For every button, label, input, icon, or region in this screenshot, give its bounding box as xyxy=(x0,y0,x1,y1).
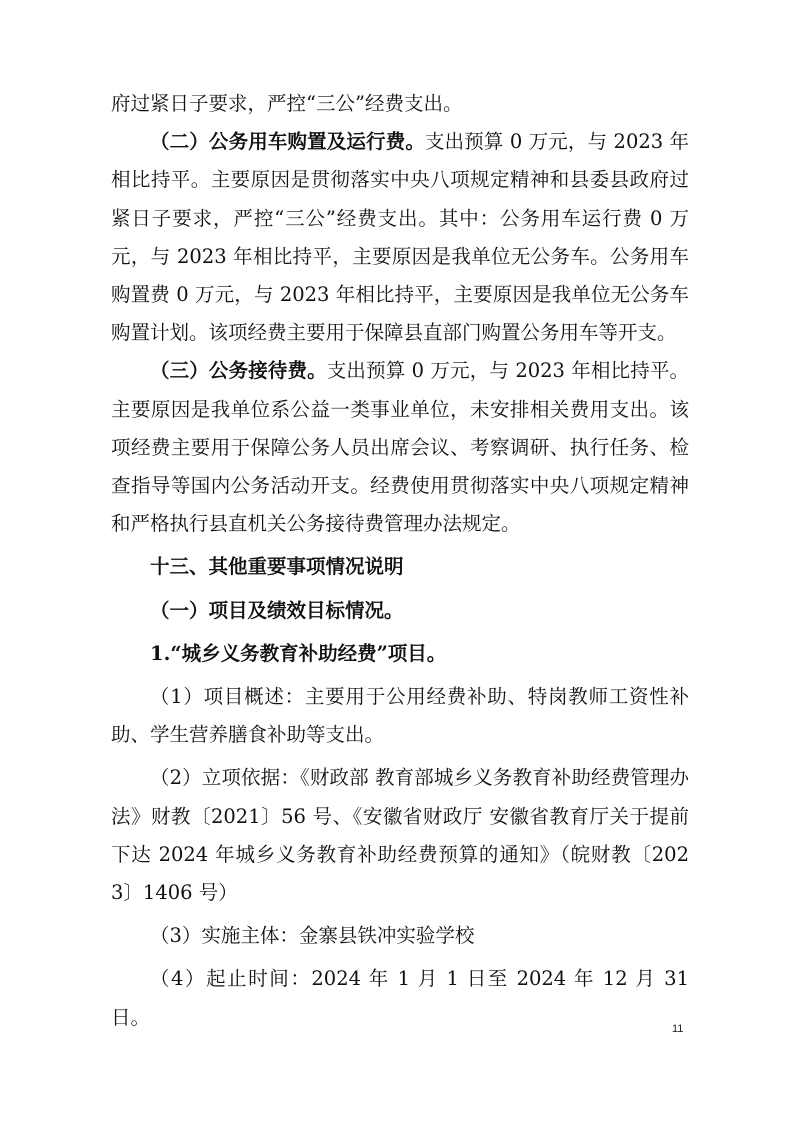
paragraph-text: 支出预算 0 万元，与 2023 年相比持平。主要原因是我单位系公益一类事业单位，未安排相关费用支出。该项经费主要用于保障公务人员出席会议、考察调研、执行任务、检查指导等国内公务活动开支。经费使用贯彻落实中央八项规定精神和严格执行县直机关公务接待费管理办法规定。 xyxy=(111,359,689,536)
section-heading-13: 十三、其他重要事项情况说明 xyxy=(150,555,404,579)
project-implementer: （3）实施主体：金寨县铁冲实验学校 xyxy=(150,924,475,948)
paragraph-continuation: 府过紧日子要求，严控“三公”经费支出。 xyxy=(111,92,463,115)
paragraph-text: 支出预算 0 万元，与 2023 年相比持平。主要原因是贯彻落实中央八项规定精神和县委县政府过紧日子要求，严控“三公”经费支出。其中：公务用车运行费 0 万元，与 2023 年相比持平，主要原因是我单位无公务车。公务用车购置费 0 万元，与 2023 年相比持平，主要原因是我单位无公务车购置计划。该项经费主要用于保障县直部门购置公务用车等开支。 xyxy=(111,130,689,345)
document-body xyxy=(111,85,689,1037)
project-basis: （2）立项依据：《财政部 教育部城乡义务教育补助经费管理办法》财教〔2021〕56 号、《安徽省财政厅 安徽省教育厅关于提前下达 2024 年城乡义务教育补助经费预算的通知》（皖财教〔2023〕1406 号） xyxy=(111,766,689,905)
paragraph-heading: （二）公务用车购置及运行费。 xyxy=(150,130,425,154)
paragraph-heading: （三）公务接待费。 xyxy=(150,359,327,383)
project-overview: （1）项目概述：主要用于公用经费补助、特岗教师工资性补助、学生营养膳食补助等支出。 xyxy=(111,685,689,747)
page-number: 11 xyxy=(672,1023,684,1035)
subsection-heading: （一）项目及绩效目标情况。 xyxy=(150,598,404,622)
project-title: 1.“城乡义务教育补助经费”项目。 xyxy=(150,641,447,665)
project-period: （4）起止时间：2024 年 1 月 1 日至 2024 年 12 月 31 日。 xyxy=(111,967,689,1029)
paragraph-reception-costs xyxy=(111,352,689,543)
paragraph-vehicle-costs xyxy=(111,123,689,352)
